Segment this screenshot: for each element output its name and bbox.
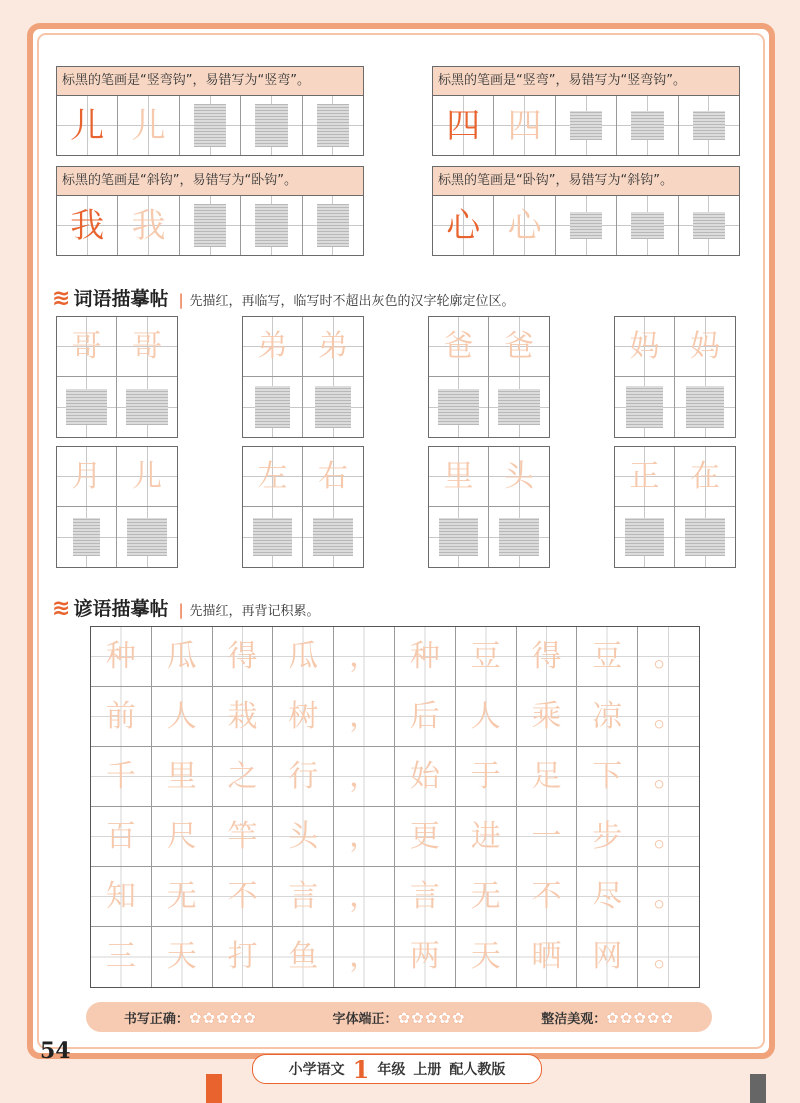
outline-zone xyxy=(570,111,603,141)
trace-cell[interactable] xyxy=(675,447,735,507)
practice-cell[interactable] xyxy=(57,377,117,437)
outline-zone xyxy=(631,111,664,141)
outline-zone xyxy=(313,518,353,556)
section-title: 词语描摹帖 xyxy=(73,288,169,310)
proverb-cell[interactable] xyxy=(91,867,152,927)
word-box xyxy=(428,446,550,568)
trace-char: 。 xyxy=(653,698,684,734)
outline-zone xyxy=(315,386,351,428)
edge-tab xyxy=(206,1074,222,1103)
proverb-cell[interactable] xyxy=(152,747,213,807)
footer-grade: 1 xyxy=(352,1054,370,1084)
proverb-cell[interactable] xyxy=(152,867,213,927)
outline-zone xyxy=(438,389,479,425)
trace-char: 里 xyxy=(443,458,474,494)
proverb-cell[interactable] xyxy=(456,807,517,867)
trace-char: 鱼 xyxy=(288,939,319,974)
proverb-cell[interactable] xyxy=(577,807,638,867)
trace-char: ， xyxy=(349,698,380,734)
practice-cell[interactable] xyxy=(615,377,675,437)
outline-zone xyxy=(439,518,478,556)
trace-char: 后 xyxy=(409,698,440,734)
practice-cell[interactable] xyxy=(303,377,363,437)
proverb-cell[interactable] xyxy=(638,807,699,867)
outline-zone xyxy=(631,212,664,239)
trace-cell[interactable] xyxy=(303,447,363,507)
trace-char: 头 xyxy=(288,818,319,854)
trace-char: 。 xyxy=(653,638,684,674)
trace-char: 知 xyxy=(105,878,136,914)
trace-char: 百 xyxy=(105,818,136,854)
proverb-cell[interactable] xyxy=(152,627,213,687)
trace-cell[interactable] xyxy=(243,317,303,377)
trace-char: 瓜 xyxy=(288,638,319,674)
trace-char: 凉 xyxy=(592,698,623,734)
practice-cell[interactable] xyxy=(675,507,735,567)
trace-char: 里 xyxy=(166,758,197,794)
practice-cell[interactable] xyxy=(241,196,302,255)
trace-char: 晒 xyxy=(531,939,562,974)
trace-char: 弟 xyxy=(318,328,348,364)
stroke-caption: 标黑的笔画是“卧钩”，易错写为“斜钩”。 xyxy=(433,167,739,196)
trace-char: 在 xyxy=(690,458,720,494)
proverb-cell[interactable] xyxy=(91,687,152,747)
words-section-header xyxy=(52,284,515,311)
trace-char: ， xyxy=(349,939,380,974)
proverb-cell[interactable] xyxy=(213,627,274,687)
trace-char: 我 xyxy=(131,205,166,246)
proverb-cell[interactable] xyxy=(91,747,152,807)
trace-cell[interactable] xyxy=(57,447,117,507)
trace-char: 四 xyxy=(507,105,542,146)
trace-char: 尺 xyxy=(166,818,197,854)
proverb-cell[interactable] xyxy=(91,927,152,987)
outline-zone xyxy=(570,212,603,239)
trace-char: 弟 xyxy=(257,328,288,364)
trace-cell[interactable] xyxy=(118,196,179,255)
proverb-cell[interactable] xyxy=(456,747,517,807)
footer-edition: 配人教版 xyxy=(449,1062,506,1078)
trace-cell[interactable] xyxy=(429,447,489,507)
trace-cell[interactable] xyxy=(675,317,735,377)
trace-char: 更 xyxy=(409,818,440,854)
trace-char: ， xyxy=(349,758,380,794)
outline-zone xyxy=(127,518,167,556)
trace-char: 爸 xyxy=(504,328,534,364)
proverb-cell[interactable] xyxy=(517,747,578,807)
trace-char: 千 xyxy=(105,758,136,794)
outline-zone xyxy=(625,518,664,556)
example-char: 我 xyxy=(70,205,105,246)
section-desc: 先描红，再背记积累。 xyxy=(189,604,320,619)
footer-grade-label: 年级 xyxy=(377,1062,406,1078)
book-footer xyxy=(252,1054,542,1084)
proverb-cell[interactable] xyxy=(517,627,578,687)
trace-char: 心 xyxy=(507,205,542,246)
proverb-cell[interactable] xyxy=(638,927,699,987)
trace-cell[interactable] xyxy=(615,447,675,507)
trace-cell[interactable] xyxy=(118,96,179,155)
practice-cell[interactable] xyxy=(180,96,241,155)
proverb-cell[interactable] xyxy=(334,627,395,687)
trace-char: 左 xyxy=(257,458,288,494)
practice-cell[interactable] xyxy=(429,507,489,567)
practice-cell[interactable] xyxy=(429,377,489,437)
outline-zone xyxy=(253,518,292,556)
trace-char: 竿 xyxy=(227,818,258,854)
proverb-cell[interactable] xyxy=(638,867,699,927)
trace-char: 两 xyxy=(409,939,440,974)
stroke-caption: 标黑的笔画是“竖弯”，易错写为“竖弯钩”。 xyxy=(433,67,739,96)
word-box xyxy=(56,316,178,438)
proverb-cell[interactable] xyxy=(273,627,334,687)
proverb-cell[interactable] xyxy=(152,927,213,987)
trace-cell[interactable] xyxy=(243,447,303,507)
proverb-cell[interactable] xyxy=(152,687,213,747)
example-char: 心 xyxy=(446,205,481,246)
practice-cell[interactable] xyxy=(617,96,678,155)
practice-cell[interactable] xyxy=(117,507,177,567)
trace-char: 三 xyxy=(105,939,136,974)
trace-char: 。 xyxy=(653,939,684,974)
practice-cell[interactable] xyxy=(243,507,303,567)
outline-zone xyxy=(255,204,288,246)
trace-cell[interactable] xyxy=(489,447,549,507)
word-box xyxy=(242,316,364,438)
proverb-cell[interactable] xyxy=(91,807,152,867)
outline-zone xyxy=(194,204,227,246)
outline-zone xyxy=(693,111,726,141)
footer-volume: 上册 xyxy=(413,1062,442,1078)
practice-cell[interactable] xyxy=(617,196,678,255)
practice-cell[interactable] xyxy=(180,196,241,255)
stroke-panel xyxy=(432,66,740,156)
trace-cell[interactable] xyxy=(615,317,675,377)
example-cell xyxy=(57,196,118,255)
word-box xyxy=(56,446,178,568)
proverb-cell[interactable] xyxy=(517,867,578,927)
trace-char: 儿 xyxy=(132,458,162,494)
proverb-cell[interactable] xyxy=(213,747,274,807)
wave-icon: ≋ xyxy=(52,596,68,621)
example-char: 四 xyxy=(446,105,481,146)
trace-char: ， xyxy=(349,818,380,854)
practice-cell[interactable] xyxy=(241,96,302,155)
proverb-cell[interactable] xyxy=(213,687,274,747)
trace-char: 天 xyxy=(470,939,501,974)
proverb-section-header xyxy=(52,594,320,621)
outline-zone xyxy=(317,204,350,246)
outline-zone xyxy=(626,386,663,428)
proverb-cell[interactable] xyxy=(273,867,334,927)
outline-zone xyxy=(499,518,539,556)
trace-char: 无 xyxy=(166,878,197,914)
proverb-cell[interactable] xyxy=(395,927,456,987)
trace-char: 尽 xyxy=(592,878,623,914)
trace-char: 不 xyxy=(227,878,258,914)
outline-zone xyxy=(317,104,350,146)
trace-char: 进 xyxy=(470,818,501,854)
proverb-cell[interactable] xyxy=(273,807,334,867)
trace-char: ， xyxy=(349,878,380,914)
flower-rating-icon[interactable]: ✿✿✿✿✿ xyxy=(606,1008,675,1027)
trace-char: 豆 xyxy=(592,638,623,674)
proverb-cell[interactable] xyxy=(334,687,395,747)
trace-char: 栽 xyxy=(227,698,258,734)
proverb-cell[interactable] xyxy=(152,807,213,867)
trace-char: 正 xyxy=(629,458,660,494)
rating-item xyxy=(124,1008,257,1027)
wave-icon: ≋ xyxy=(52,286,68,311)
footer-subject: 小学语文 xyxy=(288,1062,345,1078)
proverb-cell[interactable] xyxy=(517,807,578,867)
stroke-panel xyxy=(56,166,364,256)
proverb-cell[interactable] xyxy=(456,867,517,927)
trace-char: 右 xyxy=(318,458,348,494)
practice-cell[interactable] xyxy=(489,377,549,437)
proverb-cell[interactable] xyxy=(334,747,395,807)
word-box xyxy=(242,446,364,568)
rating-label: 书写正确： xyxy=(123,1011,189,1027)
trace-char: 得 xyxy=(227,638,258,674)
proverb-cell[interactable] xyxy=(213,867,274,927)
trace-char: 豆 xyxy=(470,638,501,674)
trace-char: ， xyxy=(349,638,380,674)
rating-label: 字体端正： xyxy=(332,1011,398,1027)
trace-char: 妈 xyxy=(629,328,660,364)
trace-char: 头 xyxy=(504,458,534,494)
example-char: 儿 xyxy=(70,105,105,146)
trace-char: 乘 xyxy=(531,698,562,734)
rating-item xyxy=(333,1008,466,1027)
trace-char: 儿 xyxy=(131,105,166,146)
proverb-cell[interactable] xyxy=(273,687,334,747)
practice-cell[interactable] xyxy=(303,507,363,567)
trace-char: 妈 xyxy=(690,328,720,364)
trace-cell[interactable] xyxy=(489,317,549,377)
section-title: 谚语描摹帖 xyxy=(73,598,169,620)
outline-zone xyxy=(66,389,107,425)
proverb-cell[interactable] xyxy=(395,687,456,747)
trace-cell[interactable] xyxy=(57,317,117,377)
stroke-caption: 标黑的笔画是“竖弯钩”，易错写为“竖弯”。 xyxy=(57,67,363,96)
proverb-cell[interactable] xyxy=(213,807,274,867)
proverb-cell[interactable] xyxy=(456,687,517,747)
section-desc: 先描红，再临写，临写时不超出灰色的汉字轮廓定位区。 xyxy=(189,294,515,309)
separator: | xyxy=(178,291,184,309)
proverb-cell[interactable] xyxy=(638,747,699,807)
example-cell xyxy=(57,96,118,155)
trace-char: 。 xyxy=(653,818,684,854)
proverb-grid xyxy=(90,626,700,988)
rating-item xyxy=(541,1008,674,1027)
trace-char: 始 xyxy=(409,758,440,794)
proverb-cell[interactable] xyxy=(395,627,456,687)
trace-cell[interactable] xyxy=(117,447,177,507)
trace-char: 行 xyxy=(288,758,319,794)
stroke-panel xyxy=(432,166,740,256)
practice-cell[interactable] xyxy=(556,196,617,255)
practice-cell[interactable] xyxy=(303,196,363,255)
stroke-panel xyxy=(56,66,364,156)
trace-char: 瓜 xyxy=(166,638,197,674)
proverb-cell[interactable] xyxy=(91,627,152,687)
proverb-cell[interactable] xyxy=(334,807,395,867)
trace-char: 哥 xyxy=(132,328,162,364)
practice-cell[interactable] xyxy=(679,96,739,155)
separator: | xyxy=(178,601,184,619)
proverb-cell[interactable] xyxy=(395,807,456,867)
word-box xyxy=(428,316,550,438)
trace-char: 树 xyxy=(288,698,319,734)
trace-char: 于 xyxy=(470,758,501,794)
practice-cell[interactable] xyxy=(679,196,739,255)
outline-zone xyxy=(73,518,100,556)
trace-char: 打 xyxy=(227,939,258,974)
practice-cell[interactable] xyxy=(117,377,177,437)
trace-char: 。 xyxy=(653,758,684,794)
outline-zone xyxy=(685,518,725,556)
proverb-cell[interactable] xyxy=(517,687,578,747)
trace-char: 无 xyxy=(470,878,501,914)
proverb-cell[interactable] xyxy=(213,927,274,987)
proverb-cell[interactable] xyxy=(577,627,638,687)
trace-char: 足 xyxy=(531,758,562,794)
trace-char: 种 xyxy=(105,638,136,674)
trace-char: 。 xyxy=(653,878,684,914)
trace-char: 网 xyxy=(592,939,623,974)
trace-cell[interactable] xyxy=(117,317,177,377)
trace-char: 种 xyxy=(409,638,440,674)
trace-char: 言 xyxy=(409,878,440,914)
proverb-cell[interactable] xyxy=(395,747,456,807)
practice-cell[interactable] xyxy=(303,96,363,155)
trace-char: 言 xyxy=(288,878,319,914)
flower-rating-icon[interactable]: ✿✿✿✿✿ xyxy=(188,1008,257,1027)
edge-tab xyxy=(750,1074,766,1103)
word-box xyxy=(614,316,736,438)
trace-cell[interactable] xyxy=(303,317,363,377)
trace-char: 人 xyxy=(166,698,197,734)
proverb-cell[interactable] xyxy=(334,867,395,927)
trace-char: 下 xyxy=(592,758,623,794)
outline-zone xyxy=(686,386,723,428)
proverb-cell[interactable] xyxy=(638,687,699,747)
trace-char: 前 xyxy=(105,698,136,734)
proverb-cell[interactable] xyxy=(577,867,638,927)
outline-zone xyxy=(126,389,168,425)
proverb-cell[interactable] xyxy=(273,747,334,807)
trace-char: 天 xyxy=(166,939,197,974)
practice-cell[interactable] xyxy=(243,377,303,437)
trace-char: 人 xyxy=(470,698,501,734)
flower-rating-icon[interactable]: ✿✿✿✿✿ xyxy=(397,1008,466,1027)
practice-cell[interactable] xyxy=(57,507,117,567)
trace-cell[interactable] xyxy=(494,196,555,255)
outline-zone xyxy=(693,212,726,239)
trace-char: 哥 xyxy=(71,328,102,364)
trace-char: 之 xyxy=(227,758,258,794)
practice-cell[interactable] xyxy=(489,507,549,567)
proverb-cell[interactable] xyxy=(273,927,334,987)
stroke-caption: 标黑的笔画是“斜钩”，易错写为“卧钩”。 xyxy=(57,167,363,196)
proverb-cell[interactable] xyxy=(577,927,638,987)
page-number: 54 xyxy=(40,1038,71,1064)
proverb-cell[interactable] xyxy=(456,927,517,987)
outline-zone xyxy=(255,104,288,146)
trace-char: 月 xyxy=(71,458,102,494)
proverb-cell[interactable] xyxy=(638,627,699,687)
practice-cell[interactable] xyxy=(615,507,675,567)
trace-char: 得 xyxy=(531,638,562,674)
trace-char: 步 xyxy=(592,818,623,854)
rating-label: 整洁美观： xyxy=(541,1011,607,1027)
trace-cell[interactable] xyxy=(429,317,489,377)
trace-char: 一 xyxy=(531,818,562,854)
trace-char: 爸 xyxy=(443,328,474,364)
example-cell xyxy=(433,196,494,255)
trace-cell[interactable] xyxy=(494,96,555,155)
proverb-cell[interactable] xyxy=(456,627,517,687)
trace-char: 不 xyxy=(531,878,562,914)
outline-zone xyxy=(498,389,540,425)
proverb-cell[interactable] xyxy=(334,927,395,987)
word-box xyxy=(614,446,736,568)
proverb-cell[interactable] xyxy=(395,867,456,927)
outline-zone xyxy=(255,386,290,428)
practice-cell[interactable] xyxy=(675,377,735,437)
example-cell xyxy=(433,96,494,155)
practice-cell[interactable] xyxy=(556,96,617,155)
proverb-cell[interactable] xyxy=(577,687,638,747)
proverb-cell[interactable] xyxy=(577,747,638,807)
outline-zone xyxy=(194,104,227,146)
proverb-cell[interactable] xyxy=(517,927,578,987)
rating-bar xyxy=(86,1002,712,1032)
